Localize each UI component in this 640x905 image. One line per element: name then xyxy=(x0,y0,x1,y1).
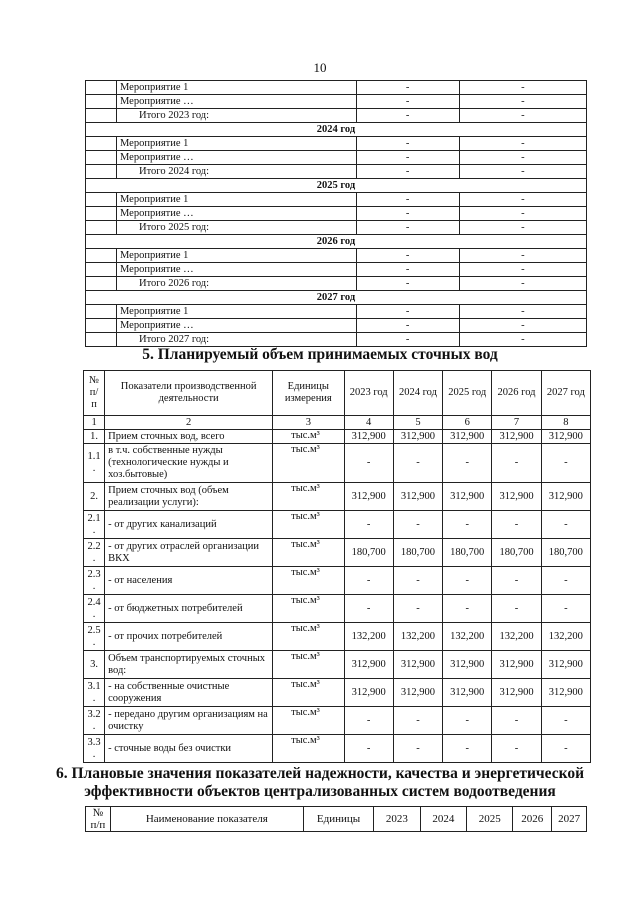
table-row xyxy=(86,109,587,123)
value-cell: 132,200 xyxy=(492,623,541,651)
total-label: Итого 2025 год: xyxy=(116,221,356,235)
col-number: 7 xyxy=(492,416,541,430)
value-cell: 180,700 xyxy=(443,539,492,567)
value-cell: - xyxy=(356,319,459,333)
value-cell: 312,900 xyxy=(492,430,541,444)
table-row xyxy=(86,151,587,165)
value-cell: - xyxy=(459,263,586,277)
table-row xyxy=(86,193,587,207)
indicator-name: - от других канализаций xyxy=(105,511,273,539)
year-label: 2025 год xyxy=(86,179,587,193)
col-number: 4 xyxy=(344,416,393,430)
year-label: 2024 год xyxy=(86,123,587,137)
value-cell: - xyxy=(443,567,492,595)
activity-name: Мероприятие … xyxy=(116,319,356,333)
value-cell: 312,900 xyxy=(443,679,492,707)
table-row xyxy=(84,623,591,651)
value-cell: - xyxy=(443,444,492,483)
value-cell: - xyxy=(459,95,586,109)
col-number: 1 xyxy=(84,416,105,430)
value-cell: - xyxy=(344,567,393,595)
year-row xyxy=(86,179,587,193)
value-cell: - xyxy=(443,707,492,735)
value-cell: - xyxy=(492,511,541,539)
value-cell: 312,900 xyxy=(393,430,442,444)
reliability-indicators-table xyxy=(85,806,587,832)
value-cell: - xyxy=(541,511,590,539)
total-label: Итого 2024 год: xyxy=(116,165,356,179)
table-row xyxy=(86,165,587,179)
unit-cell: тыс.м³ xyxy=(273,679,344,707)
row-number: 2.5 . xyxy=(84,623,105,651)
activity-name: Мероприятие 1 xyxy=(116,305,356,319)
value-cell: - xyxy=(356,81,459,95)
row-num-cell xyxy=(86,249,117,263)
unit-cell: тыс.м³ xyxy=(273,595,344,623)
value-cell: 132,200 xyxy=(393,623,442,651)
row-num-cell xyxy=(86,151,117,165)
value-cell: 180,700 xyxy=(541,539,590,567)
table-row xyxy=(84,567,591,595)
section5-title: 5. Планируемый объем принимаемых сточных вод xyxy=(142,346,498,363)
table-row xyxy=(86,249,587,263)
value-cell: 312,900 xyxy=(443,483,492,511)
table-header-row xyxy=(84,371,591,416)
value-cell: - xyxy=(459,333,586,347)
value-cell: 312,900 xyxy=(344,651,393,679)
value-cell: - xyxy=(459,137,586,151)
year-label: 2027 год xyxy=(86,291,587,305)
wastewater-volume-table xyxy=(83,370,591,763)
table-row xyxy=(86,81,587,95)
table-row xyxy=(84,595,591,623)
value-cell: 312,900 xyxy=(541,651,590,679)
value-cell: - xyxy=(344,444,393,483)
col-number: 5 xyxy=(393,416,442,430)
page-number: 10 xyxy=(313,60,327,75)
indicator-name: - от других отраслей организации ВКХ xyxy=(105,539,273,567)
indicator-name: в т.ч. собственные нужды (технологические нужды и хоз.бытовые) xyxy=(105,444,273,483)
unit-cell: тыс.м³ xyxy=(273,651,344,679)
col-number: 8 xyxy=(541,416,590,430)
table-header-row xyxy=(86,807,587,832)
unit-cell: тыс.м³ xyxy=(273,623,344,651)
year-label: 2026 год xyxy=(86,235,587,249)
value-cell: - xyxy=(393,444,442,483)
value-cell: - xyxy=(356,137,459,151)
row-num-cell xyxy=(86,207,117,221)
header-unit: Единицы xyxy=(303,807,373,832)
value-cell: - xyxy=(492,444,541,483)
value-cell: - xyxy=(393,567,442,595)
header-year: 2023 xyxy=(374,807,420,832)
value-cell: 180,700 xyxy=(492,539,541,567)
value-cell: 312,900 xyxy=(344,430,393,444)
value-cell: - xyxy=(443,595,492,623)
header-year: 2026 год xyxy=(492,371,541,416)
header-num: № п/п xyxy=(84,371,105,416)
table-row xyxy=(86,137,587,151)
table-row xyxy=(86,277,587,291)
value-cell: 312,900 xyxy=(393,483,442,511)
unit-cell: тыс.м³ xyxy=(273,735,344,763)
activity-name: Мероприятие 1 xyxy=(116,137,356,151)
row-num-cell xyxy=(86,193,117,207)
unit-cell: тыс.м³ xyxy=(273,567,344,595)
table-row xyxy=(84,430,591,444)
value-cell: - xyxy=(344,707,393,735)
value-cell: - xyxy=(541,735,590,763)
value-cell: - xyxy=(344,735,393,763)
row-number: 2.3 . xyxy=(84,567,105,595)
value-cell: - xyxy=(459,165,586,179)
row-number: 1.1 . xyxy=(84,444,105,483)
header-year: 2024 xyxy=(420,807,466,832)
header-name: Наименование показателя xyxy=(110,807,303,832)
header-indicator: Показатели производственной деятельности xyxy=(105,371,273,416)
value-cell: - xyxy=(356,277,459,291)
header-year: 2027 xyxy=(552,807,587,832)
value-cell: - xyxy=(459,249,586,263)
table-row xyxy=(84,735,591,763)
row-number: 3.3 . xyxy=(84,735,105,763)
year-row xyxy=(86,123,587,137)
header-num: № п/п xyxy=(86,807,111,832)
total-label: Итого 2023 год: xyxy=(116,109,356,123)
activity-name: Мероприятие … xyxy=(116,151,356,165)
row-num-cell xyxy=(86,137,117,151)
section6-title xyxy=(0,765,640,801)
row-num-cell xyxy=(86,95,117,109)
value-cell: - xyxy=(356,95,459,109)
unit-cell: тыс.м³ xyxy=(273,444,344,483)
value-cell: - xyxy=(393,595,442,623)
row-num-cell xyxy=(86,165,117,179)
row-num-cell xyxy=(86,305,117,319)
table-row xyxy=(84,679,591,707)
value-cell: - xyxy=(459,319,586,333)
activity-name: Мероприятие … xyxy=(116,263,356,277)
indicator-name: - от населения xyxy=(105,567,273,595)
value-cell: 312,900 xyxy=(541,430,590,444)
value-cell: - xyxy=(443,511,492,539)
unit-cell: тыс.м³ xyxy=(273,707,344,735)
unit-cell: тыс.м³ xyxy=(273,430,344,444)
unit-cell: тыс.м³ xyxy=(273,539,344,567)
indicator-name: - передано другим организациям на очистку xyxy=(105,707,273,735)
value-cell: - xyxy=(541,595,590,623)
header-year: 2024 год xyxy=(393,371,442,416)
table-row xyxy=(84,651,591,679)
indicator-name: Прием сточных вод, всего xyxy=(105,430,273,444)
row-num-cell xyxy=(86,81,117,95)
value-cell: - xyxy=(459,305,586,319)
indicator-name: Прием сточных вод (объем реализации услуги): xyxy=(105,483,273,511)
table-row xyxy=(86,333,587,347)
row-num-cell xyxy=(86,277,117,291)
row-number: 2.4 . xyxy=(84,595,105,623)
table-row xyxy=(86,95,587,109)
header-unit: Единицы измерения xyxy=(273,371,344,416)
section6-title-line2: эффективности объектов централизованных систем водоотведения xyxy=(84,783,556,800)
total-label: Итого 2026 год: xyxy=(116,277,356,291)
value-cell: 312,900 xyxy=(443,430,492,444)
year-row xyxy=(86,235,587,249)
value-cell: 312,900 xyxy=(344,483,393,511)
value-cell: - xyxy=(356,165,459,179)
value-cell: 312,900 xyxy=(492,483,541,511)
header-year: 2027 год xyxy=(541,371,590,416)
table-row xyxy=(84,539,591,567)
col-number: 2 xyxy=(105,416,273,430)
value-cell: 312,900 xyxy=(492,651,541,679)
activities-table xyxy=(85,80,587,347)
value-cell: - xyxy=(356,263,459,277)
value-cell: - xyxy=(541,444,590,483)
header-year: 2026 xyxy=(513,807,552,832)
row-number: 2. xyxy=(84,483,105,511)
value-cell: - xyxy=(459,193,586,207)
value-cell: - xyxy=(356,249,459,263)
indicator-name: - от бюджетных потребителей xyxy=(105,595,273,623)
value-cell: - xyxy=(356,193,459,207)
value-cell: 132,200 xyxy=(443,623,492,651)
value-cell: - xyxy=(356,305,459,319)
table-row xyxy=(86,221,587,235)
activity-name: Мероприятие … xyxy=(116,95,356,109)
year-row xyxy=(86,291,587,305)
value-cell: - xyxy=(356,151,459,165)
value-cell: - xyxy=(541,707,590,735)
value-cell: 132,200 xyxy=(541,623,590,651)
value-cell: 132,200 xyxy=(344,623,393,651)
value-cell: - xyxy=(492,735,541,763)
activity-name: Мероприятие 1 xyxy=(116,193,356,207)
table-row xyxy=(84,707,591,735)
header-year: 2025 xyxy=(467,807,513,832)
header-year: 2023 год xyxy=(344,371,393,416)
activity-name: Мероприятие … xyxy=(116,207,356,221)
value-cell: - xyxy=(356,333,459,347)
value-cell: - xyxy=(459,109,586,123)
indicator-name: - сточные воды без очистки xyxy=(105,735,273,763)
value-cell: - xyxy=(393,735,442,763)
value-cell: 312,900 xyxy=(541,483,590,511)
value-cell: 312,900 xyxy=(443,651,492,679)
value-cell: - xyxy=(459,277,586,291)
row-number: 3.2 . xyxy=(84,707,105,735)
value-cell: - xyxy=(393,707,442,735)
indicator-name: - на собственные очистные сооружения xyxy=(105,679,273,707)
table-row xyxy=(86,319,587,333)
total-label: Итого 2027 год: xyxy=(116,333,356,347)
indicator-name: Объем транспортируемых сточных вод: xyxy=(105,651,273,679)
value-cell: - xyxy=(459,221,586,235)
row-num-cell xyxy=(86,333,117,347)
row-number: 3.1 . xyxy=(84,679,105,707)
value-cell: - xyxy=(459,207,586,221)
value-cell: - xyxy=(492,707,541,735)
value-cell: 312,900 xyxy=(492,679,541,707)
column-number-row xyxy=(84,416,591,430)
row-num-cell xyxy=(86,319,117,333)
value-cell: 312,900 xyxy=(541,679,590,707)
value-cell: - xyxy=(541,567,590,595)
indicator-name: - от прочих потребителей xyxy=(105,623,273,651)
value-cell: - xyxy=(344,511,393,539)
value-cell: - xyxy=(459,81,586,95)
table-row xyxy=(86,263,587,277)
col-number: 6 xyxy=(443,416,492,430)
value-cell: - xyxy=(356,207,459,221)
row-num-cell xyxy=(86,221,117,235)
value-cell: - xyxy=(443,735,492,763)
row-number: 2.1 . xyxy=(84,511,105,539)
table-row xyxy=(84,483,591,511)
table-row xyxy=(86,207,587,221)
row-num-cell xyxy=(86,109,117,123)
value-cell: 312,900 xyxy=(393,651,442,679)
row-number: 3. xyxy=(84,651,105,679)
header-year: 2025 год xyxy=(443,371,492,416)
value-cell: - xyxy=(393,511,442,539)
value-cell: - xyxy=(344,595,393,623)
value-cell: 180,700 xyxy=(344,539,393,567)
row-number: 2.2 . xyxy=(84,539,105,567)
value-cell: 312,900 xyxy=(344,679,393,707)
unit-cell: тыс.м³ xyxy=(273,511,344,539)
table-row xyxy=(84,511,591,539)
row-num-cell xyxy=(86,263,117,277)
activity-name: Мероприятие 1 xyxy=(116,249,356,263)
table-row xyxy=(84,444,591,483)
activity-name: Мероприятие 1 xyxy=(116,81,356,95)
table-row xyxy=(86,305,587,319)
row-number: 1. xyxy=(84,430,105,444)
value-cell: - xyxy=(492,595,541,623)
value-cell: - xyxy=(356,221,459,235)
value-cell: - xyxy=(459,151,586,165)
unit-cell: тыс.м³ xyxy=(273,483,344,511)
col-number: 3 xyxy=(273,416,344,430)
value-cell: - xyxy=(356,109,459,123)
value-cell: 312,900 xyxy=(393,679,442,707)
section6-title-line1: 6. Плановые значения показателей надежности, качества и энергетической xyxy=(55,765,585,782)
value-cell: 180,700 xyxy=(393,539,442,567)
value-cell: - xyxy=(492,567,541,595)
